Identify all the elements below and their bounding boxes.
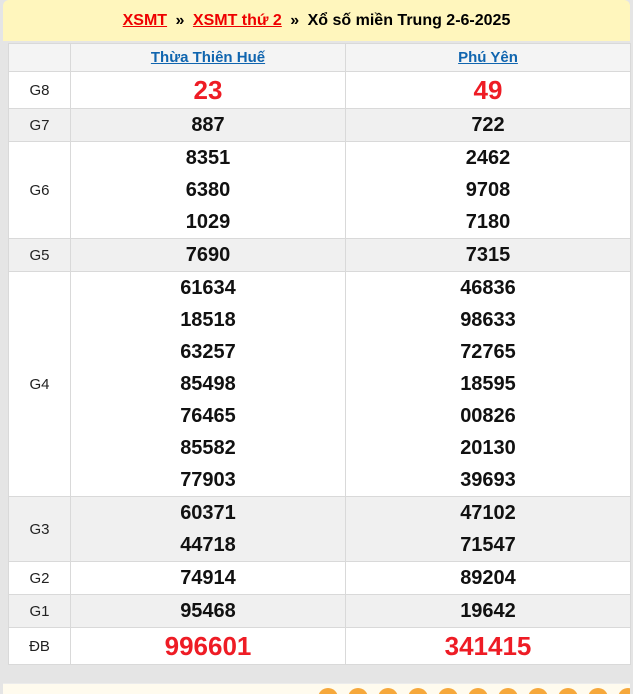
- breadcrumb-separator: »: [175, 12, 185, 29]
- prize-numbers-hue: [71, 595, 346, 628]
- province-link-phu-yen[interactable]: Phú Yên: [458, 49, 518, 66]
- prize-number: 6380: [185, 179, 231, 201]
- prize-numbers-hue: [71, 562, 346, 595]
- breadcrumb-link-xsmt-thu2[interactable]: XSMT thứ 2: [192, 12, 282, 29]
- prize-number: 44718: [180, 534, 236, 556]
- prize-label: G2: [9, 562, 71, 595]
- prize-number: 9708: [465, 179, 511, 201]
- prize-row: [9, 628, 631, 665]
- lotto-ball-icon: [318, 688, 338, 694]
- column-header-hue: [71, 44, 346, 72]
- prize-label: ĐB: [9, 628, 71, 665]
- prize-number: 7315: [465, 244, 511, 266]
- prize-number: 996601: [164, 631, 252, 661]
- province-link-thua-thien-hue[interactable]: Thừa Thiên Huế: [150, 49, 266, 66]
- prize-number: 71547: [460, 534, 516, 556]
- prize-label: G8: [9, 72, 71, 109]
- prize-numbers-phuyen: [346, 142, 631, 239]
- lotto-ball-icon: [468, 688, 488, 694]
- prize-number: 85582: [180, 437, 236, 459]
- prize-label: G6: [9, 142, 71, 239]
- prize-number: 1029: [185, 211, 231, 233]
- prize-label: G3: [9, 497, 71, 562]
- prize-number: 7180: [465, 211, 511, 233]
- prize-number: 95468: [180, 600, 236, 622]
- lotto-ball-icon: [588, 688, 608, 694]
- prize-number: 887: [191, 114, 225, 136]
- column-header-phu-yen: [346, 44, 631, 72]
- prize-row: [9, 595, 631, 628]
- prize-number: 85498: [180, 373, 236, 395]
- prize-numbers-hue: [71, 272, 346, 497]
- prize-numbers-hue: [71, 628, 346, 665]
- prize-row: [9, 562, 631, 595]
- prize-row: [9, 497, 631, 562]
- prize-numbers-phuyen: [346, 109, 631, 142]
- prize-numbers-phuyen: [346, 628, 631, 665]
- prize-numbers-phuyen: [346, 239, 631, 272]
- prize-row: [9, 109, 631, 142]
- prize-label: G4: [9, 272, 71, 497]
- prize-row: [9, 272, 631, 497]
- prize-number: 60371: [180, 502, 236, 524]
- lotto-balls-strip: [3, 683, 630, 694]
- prize-numbers-phuyen: [346, 72, 631, 109]
- prize-numbers-phuyen: [346, 595, 631, 628]
- prize-row: [9, 142, 631, 239]
- prize-label: G7: [9, 109, 71, 142]
- prize-number: 89204: [460, 567, 516, 589]
- prize-numbers-phuyen: [346, 272, 631, 497]
- prize-number: 23: [193, 75, 223, 105]
- prize-row: [9, 72, 631, 109]
- prize-number: 2462: [465, 147, 511, 169]
- prize-number: 49: [473, 75, 503, 105]
- prize-number: 61634: [180, 277, 236, 299]
- prize-number: 20130: [460, 437, 516, 459]
- prize-numbers-hue: [71, 142, 346, 239]
- lotto-ball-icon: [408, 688, 428, 694]
- table-header-row: [9, 44, 631, 72]
- prize-number: 7690: [185, 244, 231, 266]
- prize-number: 8351: [185, 147, 231, 169]
- breadcrumb-separator: »: [290, 12, 300, 29]
- lotto-ball-icon: [378, 688, 398, 694]
- lotto-ball-icon: [618, 688, 630, 694]
- lotto-ball-icon: [528, 688, 548, 694]
- prize-numbers-hue: [71, 109, 346, 142]
- prize-number: 63257: [180, 341, 236, 363]
- prize-numbers-phuyen: [346, 497, 631, 562]
- prize-label: G1: [9, 595, 71, 628]
- prize-number: 76465: [180, 405, 236, 427]
- prize-number: 19642: [460, 600, 516, 622]
- prize-number: 39693: [460, 469, 516, 491]
- prize-numbers-phuyen: [346, 562, 631, 595]
- breadcrumb: [3, 0, 630, 41]
- prize-number: 47102: [460, 502, 516, 524]
- breadcrumb-link-xsmt[interactable]: XSMT: [122, 12, 168, 29]
- prize-row: [9, 239, 631, 272]
- results-table-body: [9, 72, 631, 665]
- prize-number: 18595: [460, 373, 516, 395]
- prize-label: G5: [9, 239, 71, 272]
- lottery-results-table: [8, 43, 631, 665]
- prize-number: 98633: [460, 309, 516, 331]
- prize-numbers-hue: [71, 72, 346, 109]
- prize-numbers-hue: [71, 497, 346, 562]
- prize-number: 722: [471, 114, 505, 136]
- lotto-ball-icon: [348, 688, 368, 694]
- prize-number: 72765: [460, 341, 516, 363]
- corner-cell: [9, 44, 71, 72]
- lotto-ball-icon: [498, 688, 518, 694]
- prize-number: 341415: [444, 631, 532, 661]
- prize-number: 77903: [180, 469, 236, 491]
- page-title: Xổ số miền Trung 2-6-2025: [307, 12, 511, 29]
- prize-number: 00826: [460, 405, 516, 427]
- prize-number: 18518: [180, 309, 236, 331]
- prize-numbers-hue: [71, 239, 346, 272]
- lotto-ball-icon: [558, 688, 578, 694]
- prize-number: 74914: [180, 567, 236, 589]
- lotto-ball-icon: [438, 688, 458, 694]
- prize-number: 46836: [460, 277, 516, 299]
